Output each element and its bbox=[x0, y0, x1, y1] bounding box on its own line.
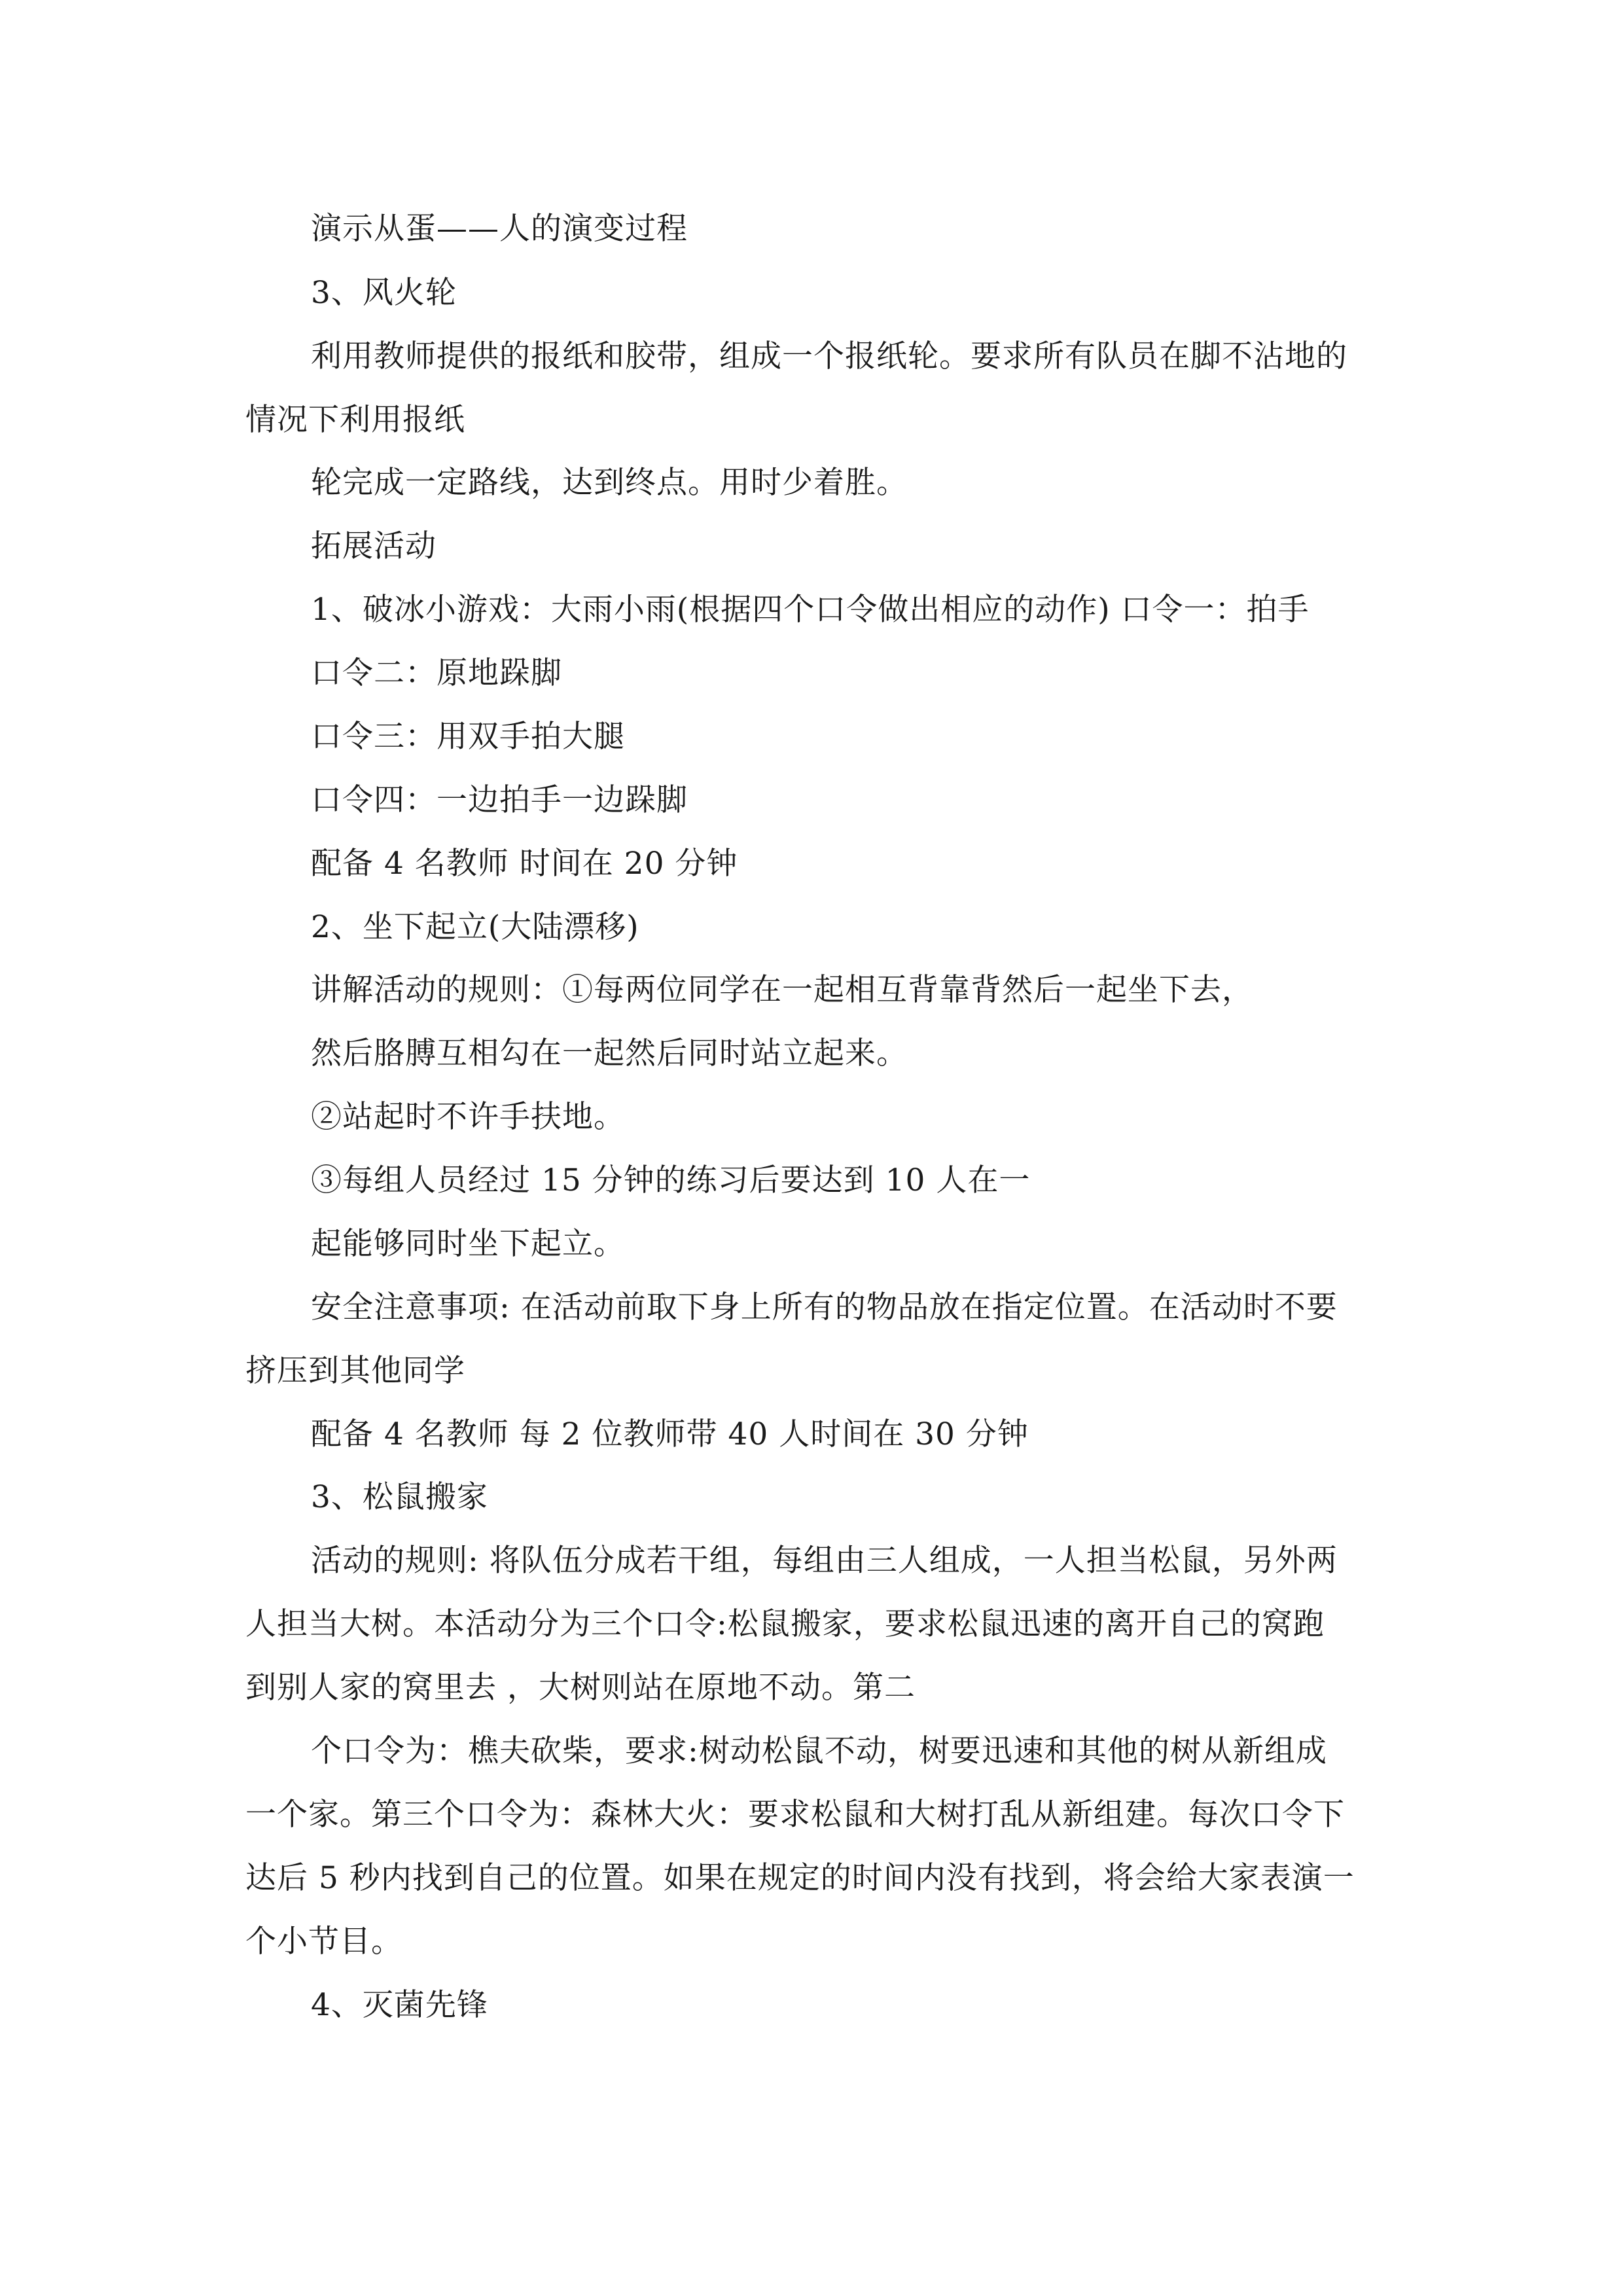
text-line: 个口令为：樵夫砍柴，要求:树动松鼠不动，树要迅速和其他的树从新组成 bbox=[311, 1733, 1327, 1769]
text-line: 一个家。第三个口令为：森林大火：要求松鼠和大树打乱从新组建。每次口令下 bbox=[245, 1797, 1345, 1833]
text-line: 拓展活动 bbox=[311, 528, 437, 564]
text-line: 然后胳膊互相勾在一起然后同时站立起来。 bbox=[311, 1035, 908, 1071]
text-line: 达后 5 秒内找到自己的位置。如果在规定的时间内没有找到，将会给大家表演一 bbox=[245, 1860, 1355, 1896]
text-line: 3、松鼠搬家 bbox=[311, 1479, 488, 1515]
text-line: 活动的规则: 将队伍分成若干组，每组由三人组成，一人担当松鼠，另外两 bbox=[311, 1543, 1338, 1579]
text-line: 个小节目。 bbox=[245, 1924, 402, 1960]
text-line: 轮完成一定路线，达到终点。用时少着胜。 bbox=[311, 465, 908, 501]
text-line: 3、风火轮 bbox=[311, 275, 457, 311]
text-line: ②站起时不许手扶地。 bbox=[311, 1099, 625, 1135]
text-line: ③每组人员经过 15 分钟的练习后要达到 10 人在一 bbox=[311, 1162, 1031, 1198]
text-line: 起能够同时坐下起立。 bbox=[311, 1226, 625, 1262]
text-line: 配备 4 名教师 时间在 20 分钟 bbox=[311, 846, 738, 882]
text-line: 情况下利用报纸 bbox=[245, 402, 465, 438]
text-line: 口令四：一边拍手一边跺脚 bbox=[311, 782, 688, 818]
text-line: 人担当大树。本活动分为三个口令:松鼠搬家，要求松鼠迅速的离开自己的窝跑 bbox=[245, 1606, 1325, 1642]
text-line: 挤压到其他同学 bbox=[245, 1353, 465, 1389]
text-line: 演示从蛋——人的演变过程 bbox=[311, 211, 688, 247]
text-line: 讲解活动的规则：①每两位同学在一起相互背靠背然后一起坐下去， bbox=[311, 972, 1253, 1008]
text-line: 4、灭菌先锋 bbox=[311, 1987, 488, 2023]
text-line: 1、破冰小游戏：大雨小雨(根据四个口令做出相应的动作) 口令一：拍手 bbox=[311, 592, 1310, 628]
text-line: 安全注意事项: 在活动前取下身上所有的物品放在指定位置。在活动时不要 bbox=[311, 1289, 1338, 1325]
text-line: 配备 4 名教师 每 2 位教师带 40 人时间在 30 分钟 bbox=[311, 1416, 1029, 1452]
text-line: 利用教师提供的报纸和胶带，组成一个报纸轮。要求所有队员在脚不沾地的 bbox=[311, 338, 1347, 374]
text-line: 口令二：原地跺脚 bbox=[311, 655, 562, 691]
text-line: 2、坐下起立(大陆漂移) bbox=[311, 909, 639, 945]
text-line: 口令三：用双手拍大腿 bbox=[311, 719, 625, 755]
text-line: 到别人家的窝里去 ，大树则站在原地不动。第二 bbox=[245, 1670, 916, 1706]
